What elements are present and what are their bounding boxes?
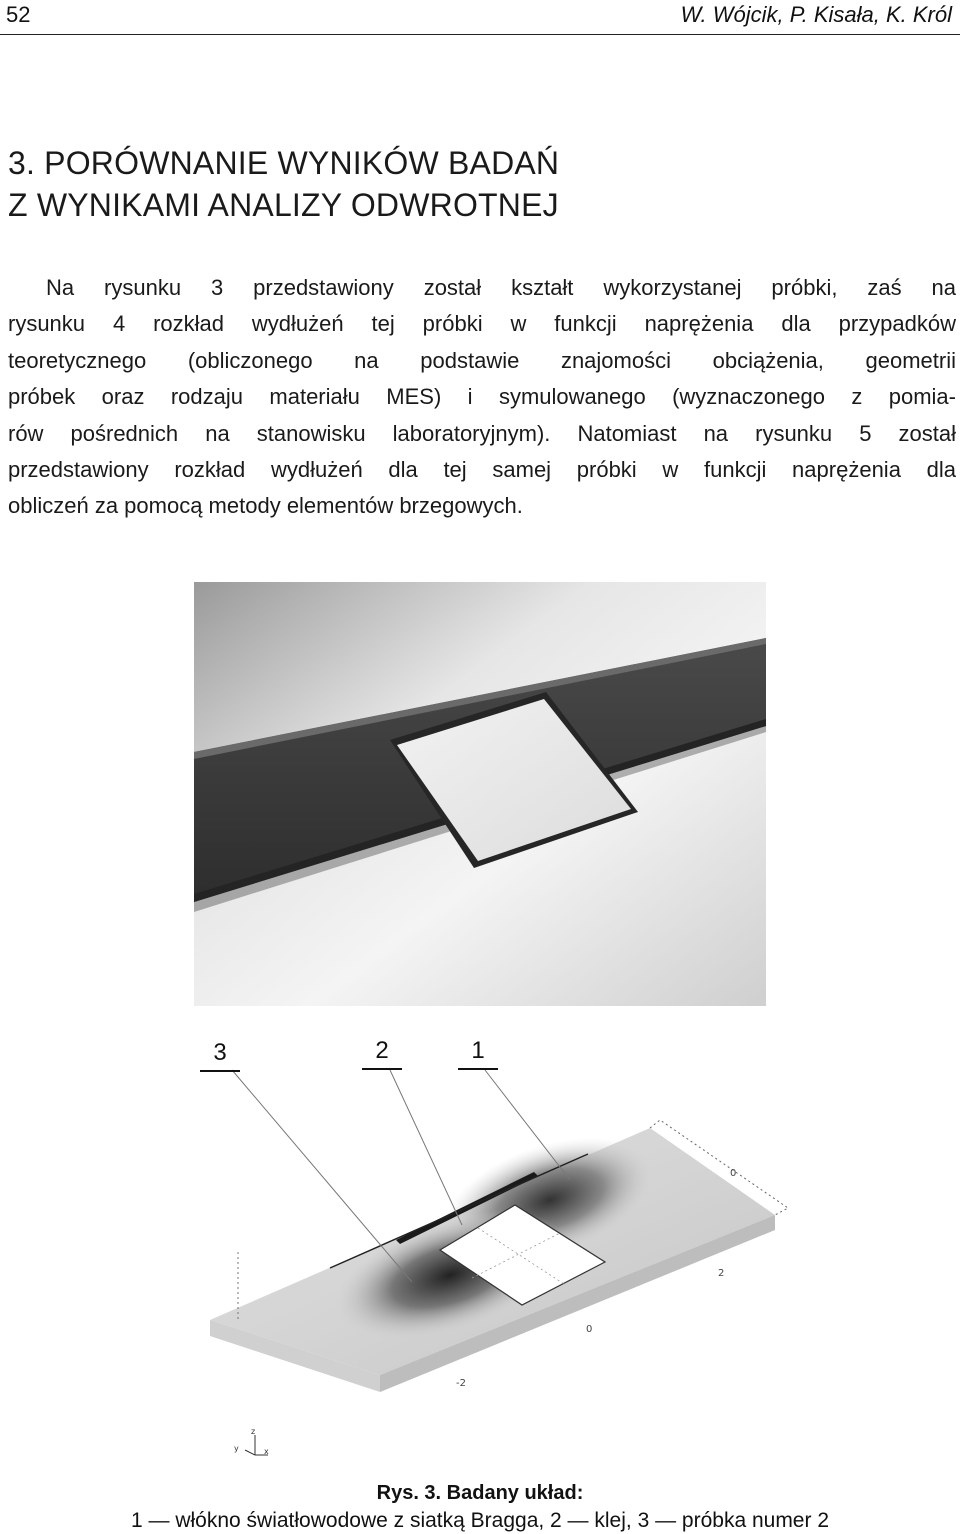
paragraph-line: rów pośrednich na stanowisku laboratoryjnym). Natomiast na rysunku 5 został (8, 420, 956, 446)
axis-tick: 0 (586, 1324, 593, 1335)
axis-label: z (251, 1427, 256, 1436)
paragraph-line: próbek oraz rodzaju materiału MES) i symulowanego (wyznaczonego z pomia- (8, 384, 956, 410)
paragraph-line: Na rysunku 3 przedstawiony został kształt wykorzystanej próbki, zaś na (46, 275, 956, 300)
paragraph-line: rysunku 4 rozkład wydłużeń tej próbki w funkcji naprężenia dla przypadków (8, 311, 956, 337)
strain-model-render (150, 1030, 830, 1470)
axis-tick: 0 (730, 1168, 737, 1179)
axis-tick: 2 (718, 1268, 725, 1279)
paragraph-line: obliczeń za pomocą metody elementów brzegowych. (8, 493, 523, 519)
callout-label: 1 (458, 1034, 498, 1070)
paragraph-line: przedstawiony rozkład wydłużeń dla tej samej próbki w funkcji naprężenia dla (8, 457, 956, 483)
running-head-authors: W. Wójcik, P. Kisała, K. Król (680, 2, 952, 27)
section-title-line-2: Z WYNIKAMI ANALIZY ODWROTNEJ (8, 187, 559, 223)
axis-label: y (234, 1444, 239, 1453)
callout-label: 3 (200, 1036, 240, 1072)
paragraph-line: teoretycznego (obliczonego na podstawie znajomości obciążenia, geometrii (8, 347, 956, 373)
section-title-line-1: 3. PORÓWNANIE WYNIKÓW BADAŃ (8, 145, 560, 181)
axis-label: x (264, 1447, 269, 1456)
axis-tick: -2 (456, 1378, 466, 1389)
figure-caption-text: 1 — włókno światłowodowe z siatką Bragga, 2 — klej, 3 — próbka numer 2 (131, 1509, 829, 1532)
callout-label: 2 (362, 1034, 402, 1070)
orientation-axes-icon (234, 1427, 269, 1456)
figure-caption-title: Rys. 3. Badany układ: (376, 1482, 584, 1504)
specimen-photo (194, 582, 766, 1006)
section-title (8, 142, 908, 226)
body-paragraph (8, 270, 956, 525)
page-header (0, 0, 960, 35)
page-number: 52 (6, 2, 31, 27)
